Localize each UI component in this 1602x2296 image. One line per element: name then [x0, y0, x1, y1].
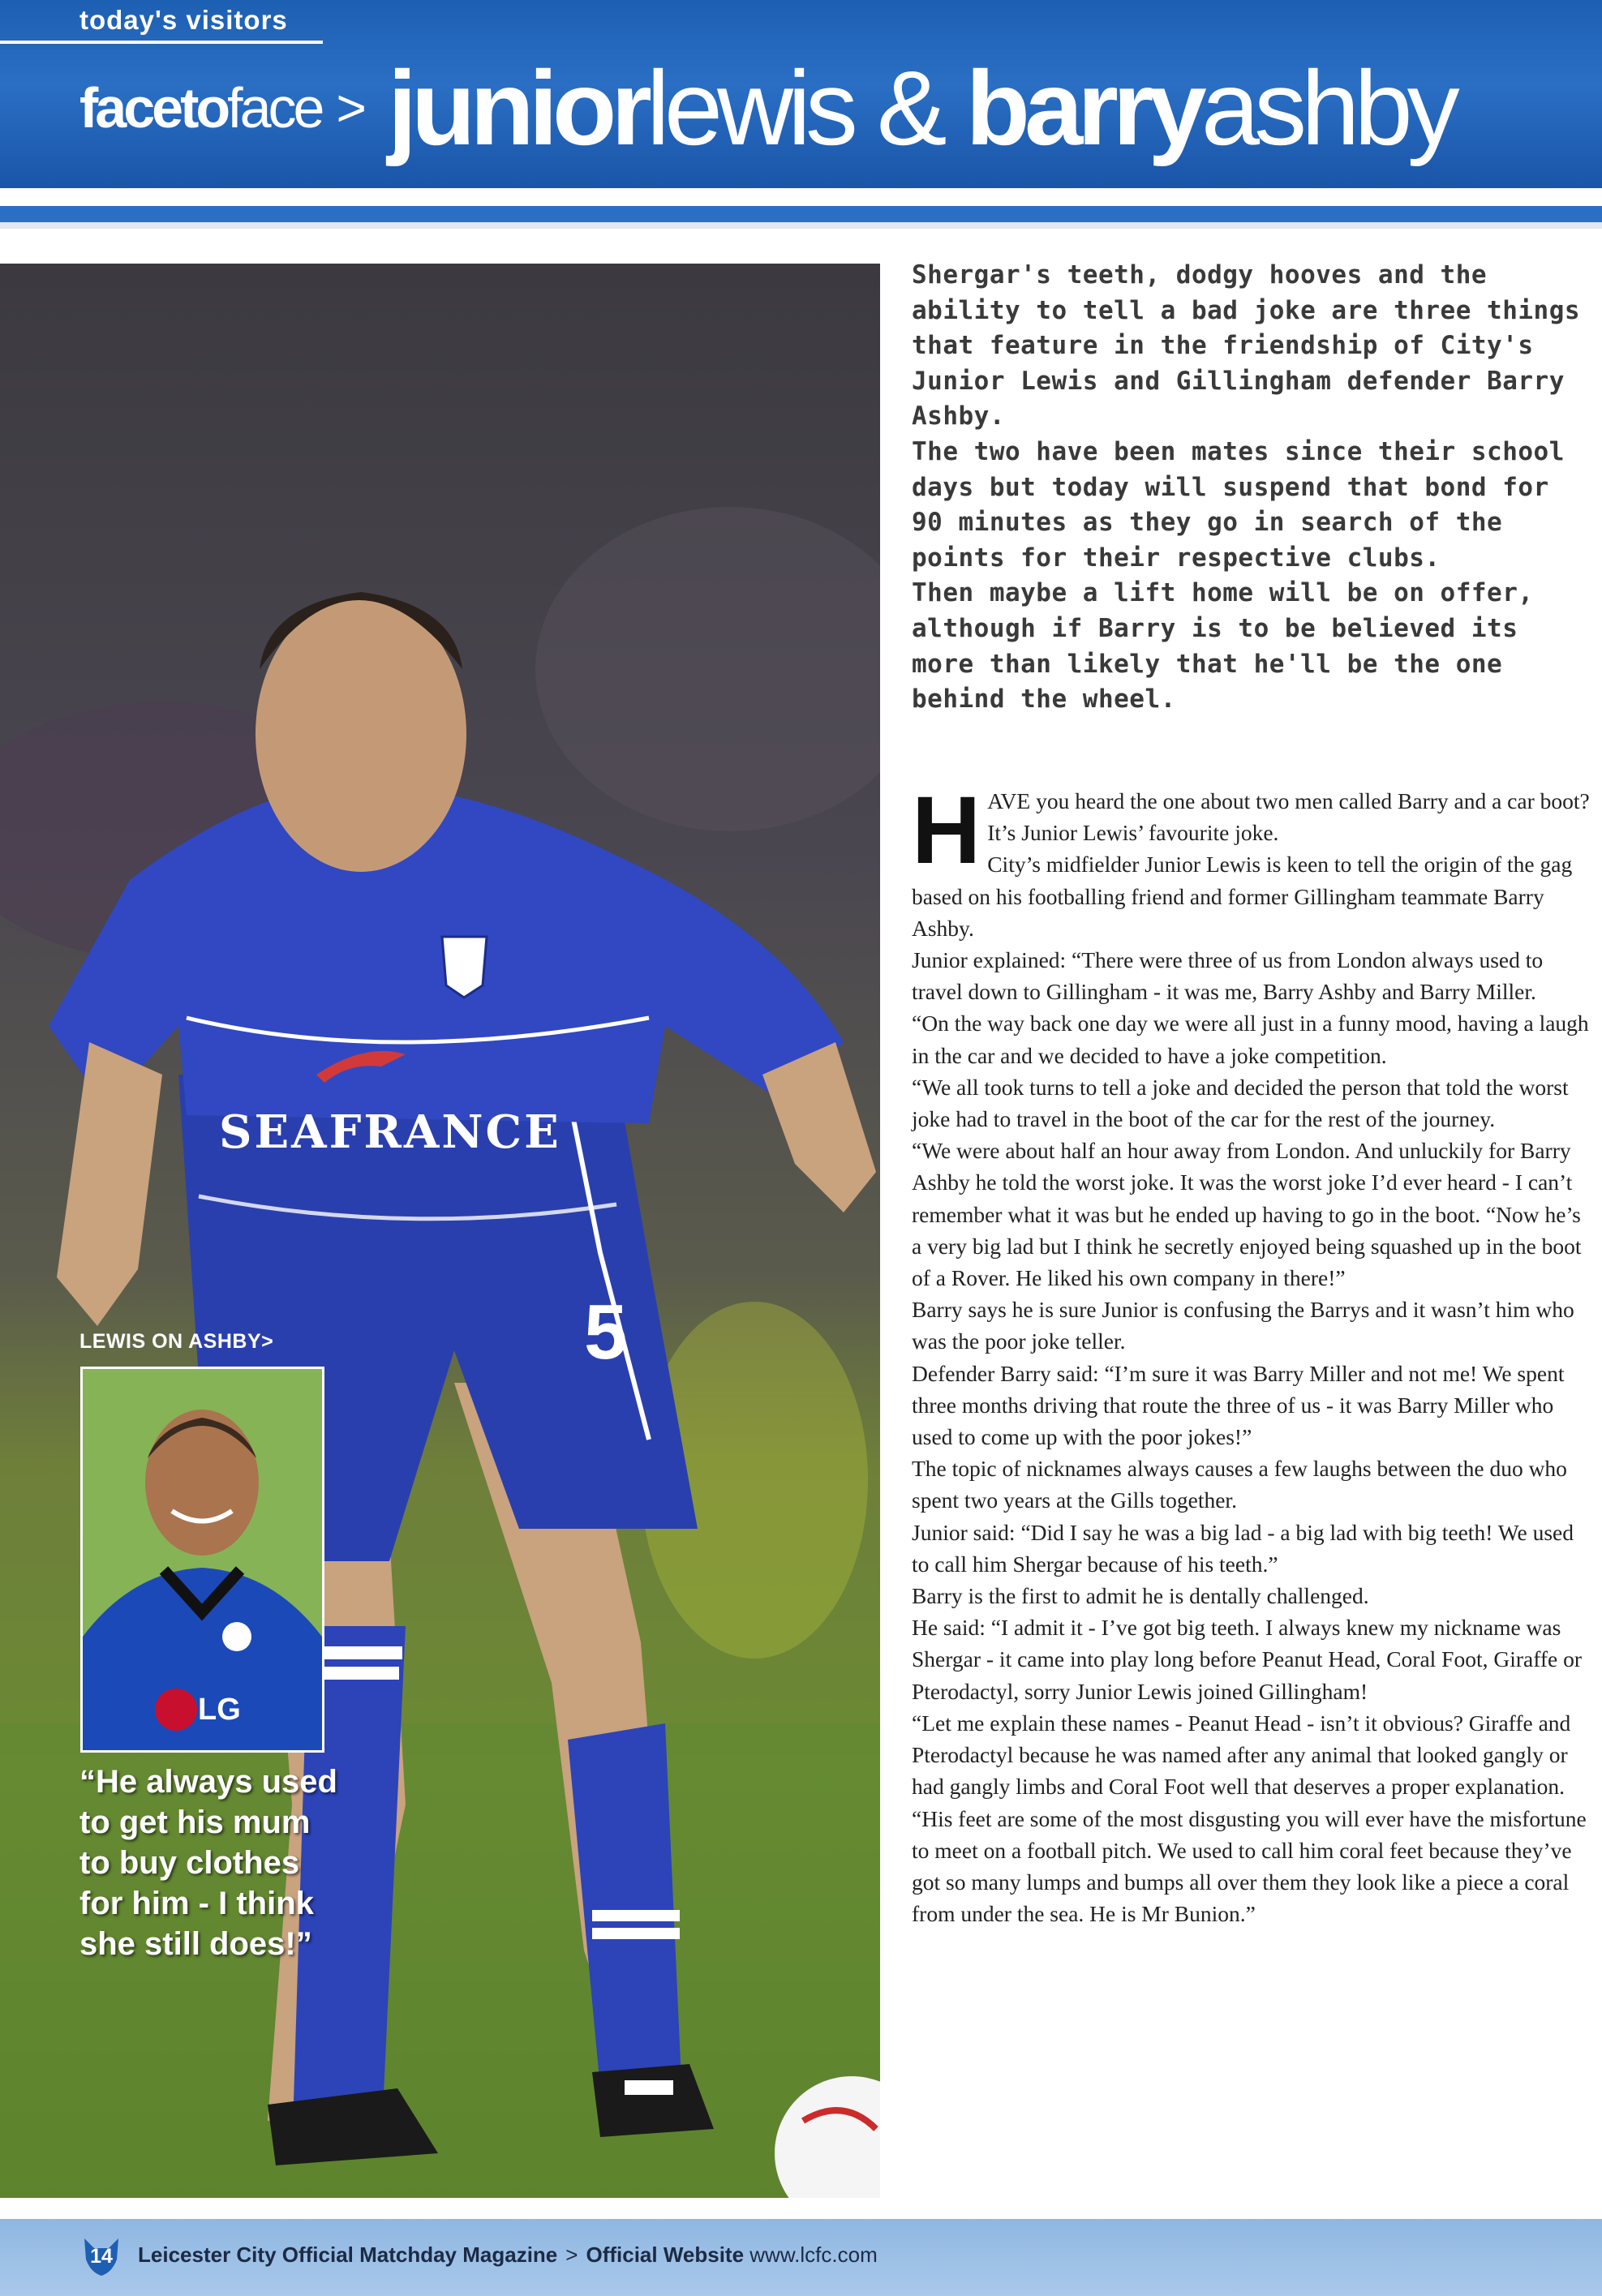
article-paragraph: “His feet are some of the most disgusting you will ever have the misfortune to meet on a football pitch. We used to call him coral feet because they’ve got so many lumps and bumps all over them they look like a piece a coral from under the sea. He is Mr Bunion.” — [912, 1805, 1587, 1927]
article-paragraph: “Let me explain these names - Peanut Head - isn’t it obvious? Giraffe and Pterodactyl because he was named after any animal that looked gangly or had gangly limbs and Coral Foot well that deserves a proper explanation. — [912, 1710, 1571, 1800]
standfirst — [912, 258, 1585, 718]
footer-separator: > — [565, 2242, 578, 2267]
section-tag-underline — [0, 41, 323, 44]
publication-name: Leicester City Official Matchday Magazine — [138, 2242, 558, 2267]
header-stripe-grey — [0, 222, 1602, 229]
website-url[interactable]: www.lcfc.com — [749, 2242, 878, 2267]
article-paragraph: Defender Barry said: “I’m sure it was Barry Miller and not me! We spent three months driving that route the three of us - it was Barry Miller who used to come up with the poor jokes!” — [912, 1360, 1565, 1450]
header-stripe-white — [0, 188, 1602, 206]
pull-quote: “He always used to get his mum to buy clothes for him - I think she still does!” — [79, 1764, 337, 1962]
inset-photo-junior-lewis — [80, 1367, 324, 1753]
inset-caption: LEWIS ON ASHBY> — [79, 1330, 274, 1353]
title-face-to: faceto — [79, 76, 228, 139]
article-paragraph: It’s Junior Lewis’ favourite joke. — [987, 820, 1279, 846]
drop-cap: H — [912, 777, 981, 884]
standfirst-paragraph: The two have been mates since their school days but today will suspend that bond for 90 minutes as they go in search of the points for their respective clubs. — [912, 436, 1565, 573]
section-tag: today's visitors — [79, 5, 288, 35]
footer-text — [138, 2242, 878, 2268]
article-paragraph: Barry is the first to admit he is dentally challenged. — [912, 1583, 1369, 1609]
article-paragraph: AVE you heard the one about two men called Barry and a car boot? — [987, 788, 1590, 813]
name2-last: ashby — [1200, 49, 1454, 167]
article-paragraph: Barry says he is sure Junior is confusing the Barrys and it wasn’t him who was the poor joke teller. — [912, 1297, 1574, 1354]
shirt-sponsor: SEAFRANCE — [219, 1105, 561, 1159]
article-paragraph: “On the way back one day we were all just in a funny mood, having a laugh in the car and we decided to have a joke competition. — [912, 1011, 1589, 1068]
title-arrow: > — [336, 79, 367, 137]
shirt-number: 5 — [584, 1289, 628, 1375]
article-paragraph: Junior explained: “There were three of us from London always used to travel down to Gillingham - it was me, Barry Ashby and Barry Miller. — [912, 947, 1544, 1005]
title-face: face — [227, 76, 322, 139]
article-paragraph: The topic of nicknames always causes a few laughs between the duo who spent two years at the Gills together. — [912, 1456, 1567, 1513]
name1-first: junior — [387, 49, 646, 167]
article-paragraph: Junior said: “Did I say he was a big lad - a big lad with big teeth! We used to call him Shergar because of his teeth.” — [912, 1519, 1574, 1577]
name1-last: lewis — [646, 49, 853, 167]
page-title — [79, 47, 1454, 169]
article-paragraph: “We all took turns to tell a joke and decided the person that told the worst joke had to travel in the boot of the car for the rest of the journey. — [912, 1074, 1569, 1132]
title-ampersand: & — [876, 49, 942, 167]
website-label: Official Website — [586, 2242, 745, 2267]
standfirst-paragraph: Then maybe a lift home will be on offer, although if Barry is to be believed its more than likely that he'll be the one behind the wheel. — [912, 578, 1534, 715]
page-number: 14 — [90, 2245, 113, 2268]
article-paragraph: “We were about half an hour away from London. And unluckily for Barry Ashby he told the worst joke. It was the worst joke I’d ever heard - I can’t remember what it was but he ended up having to go in the boot. “Now he’s a very big lad but I think he secretly enjoyed being squashed up in the boot of a Rover. He liked his own company in there!” — [912, 1138, 1582, 1291]
article-paragraph: He said: “I admit it - I’ve got big teeth. I always knew my nickname was Shergar - it came into play long before Peanut Head, Coral Foot, Giraffe or Pterodactyl, sorry Junior Lewis joined Gillingham! — [912, 1615, 1583, 1704]
name2-first: barry — [965, 49, 1201, 167]
header-stripe-blue — [0, 206, 1602, 222]
article-paragraph: City’s midfielder Junior Lewis is keen to tell the origin of the gag based on his footballing friend and former Gillingham teammate Barry Ashby. — [912, 852, 1573, 941]
inset-shirt-sponsor: LG — [198, 1693, 241, 1727]
article-body — [912, 777, 1593, 1929]
page-header — [0, 0, 1602, 188]
standfirst-paragraph: Shergar's teeth, dodgy hooves and the ability to tell a bad joke are three things that feature in the friendship of City's Junior Lewis and Gillingham defender Barry Ashby. — [912, 260, 1581, 431]
inset-illustration — [83, 1369, 322, 1750]
